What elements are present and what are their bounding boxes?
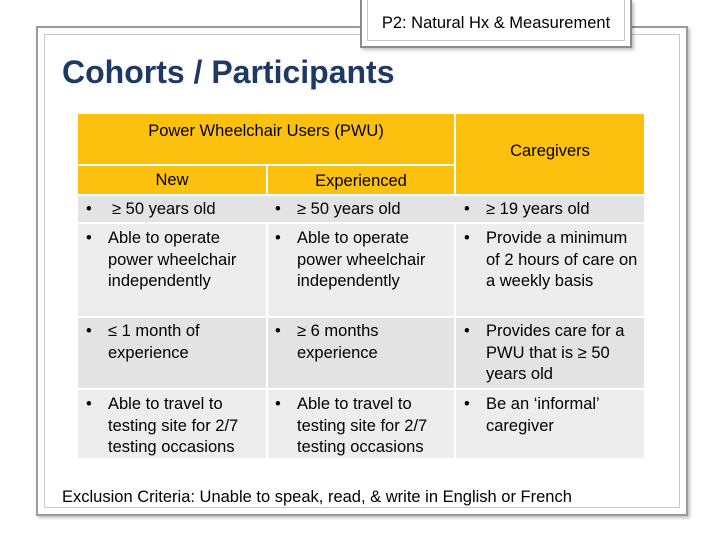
- cell-text: ≥ 6 months experience: [297, 322, 379, 362]
- cell-text: ≥ 19 years old: [486, 200, 590, 218]
- pwu-header-label: Power Wheelchair Users (PWU): [148, 122, 384, 140]
- bullet: •: [464, 229, 470, 247]
- cell-text: Provide a minimum of 2 hours of care on a weekly basis: [486, 229, 638, 290]
- cell-text: Able to travel to testing site for 2/7 testing occasions: [297, 395, 428, 456]
- experienced-header: [268, 166, 454, 194]
- exclusion-criteria: Exclusion Criteria: Unable to speak, read, & write in English or French: [62, 488, 572, 506]
- bullet: •: [86, 395, 92, 413]
- bullet: •: [464, 200, 470, 218]
- bullet: •: [464, 395, 470, 413]
- caregivers-header-label: Caregivers: [510, 142, 590, 160]
- section-tag-text: P2: Natural Hx & Measurement: [381, 14, 611, 32]
- new-header: [78, 166, 266, 194]
- section-tag: [360, 0, 632, 48]
- cell-text: Be an ‘informal’ caregiver: [486, 395, 600, 435]
- bullet: •: [86, 229, 92, 247]
- bullet: •: [86, 322, 92, 340]
- bullet: •: [275, 229, 281, 247]
- experienced-header-label: Experienced: [315, 172, 407, 190]
- cell-text: Able to travel to testing site for 2/7 testing occasions: [108, 395, 239, 456]
- bullet: •: [86, 200, 92, 218]
- pwu-header: [78, 114, 454, 164]
- cell-text: ≤ 1 month of experience: [108, 322, 200, 362]
- cell-text: ≥ 50 years old: [112, 200, 216, 218]
- bullet: •: [464, 322, 470, 340]
- cell-text: Able to operate power wheelchair independently: [297, 229, 426, 290]
- caregivers-header: [456, 114, 644, 194]
- cell-text: Provides care for a PWU that is ≥ 50 years old: [486, 322, 625, 383]
- cell-text: Able to operate power wheelchair independently: [108, 229, 237, 290]
- bullet: •: [275, 322, 281, 340]
- page-title: Cohorts / Participants: [62, 54, 395, 90]
- cell-text: ≥ 50 years old: [297, 200, 401, 218]
- bullet: •: [275, 200, 281, 218]
- bullet: •: [275, 395, 281, 413]
- new-header-label: New: [155, 171, 189, 189]
